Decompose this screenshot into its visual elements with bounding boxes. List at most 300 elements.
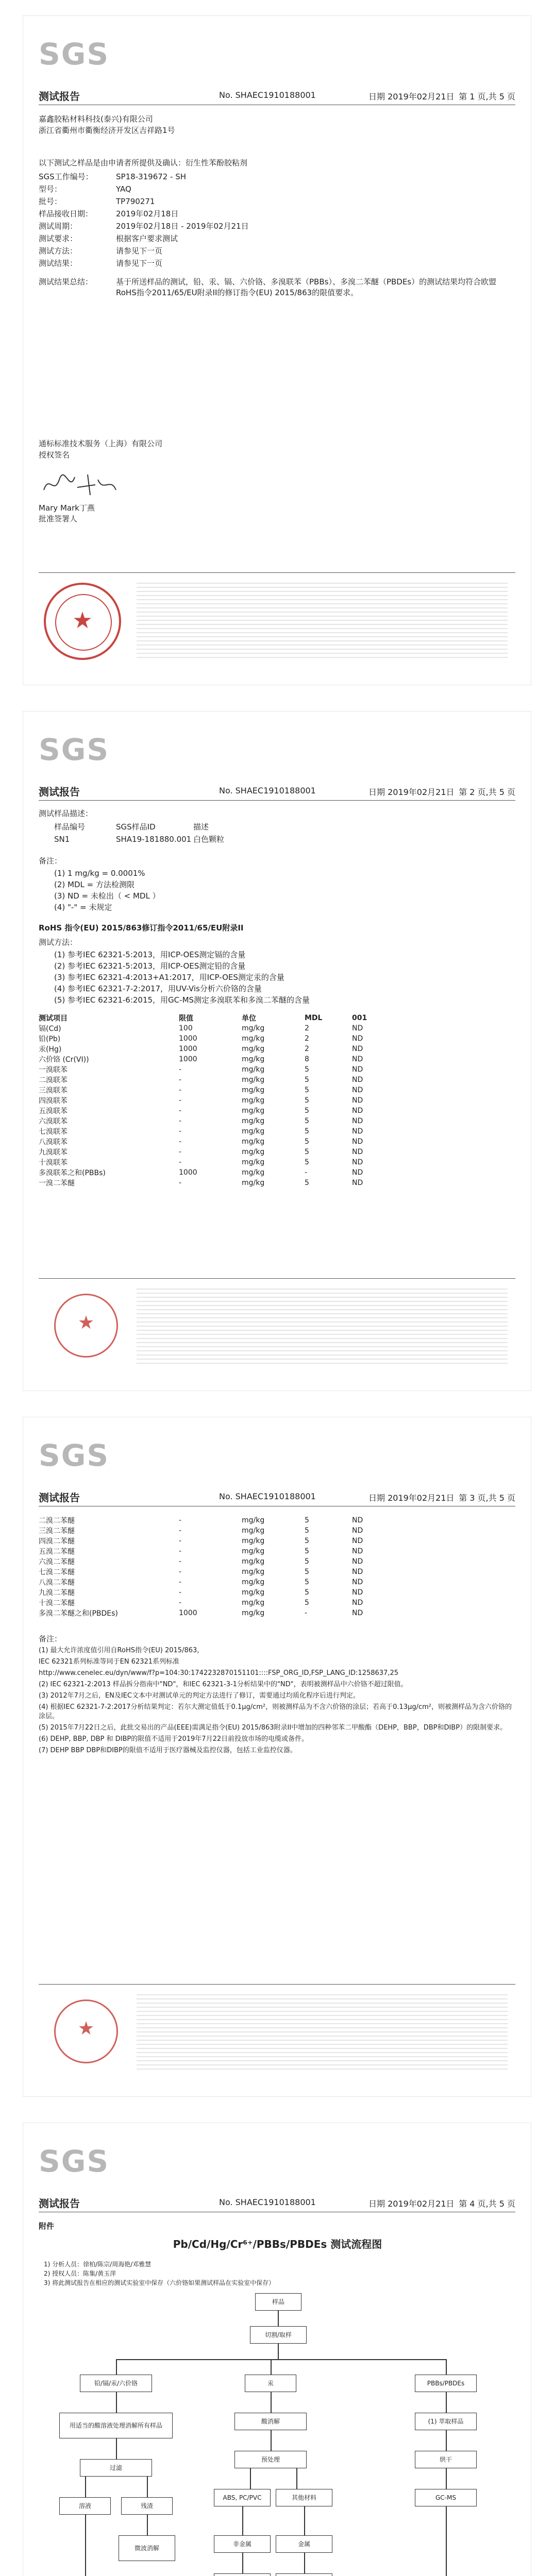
note-item: (6) DEHP, BBP, DBP 和 DIBP的限值不适用于2019年7月22日前投放市场的电缆或备件。 [39, 1735, 309, 1743]
table-cell: 三溴联苯 [39, 1087, 68, 1095]
report-header [39, 2195, 515, 2210]
rohs-title: RoHS 指令(EU) 2015/863修订指令2011/65/EU附录II [39, 923, 244, 933]
flow-connector [304, 2553, 305, 2573]
table-cell: - [179, 1127, 182, 1136]
table-row [36, 1085, 396, 1095]
footer-divider [39, 1984, 515, 1985]
table-cell: - [179, 1537, 182, 1545]
field-label: 型号： [39, 184, 62, 194]
table-cell: mg/kg [242, 1547, 265, 1555]
table-cell: ND [352, 1168, 363, 1177]
table-cell: ND [352, 1599, 363, 1607]
table-cell: - [179, 1527, 182, 1535]
table-row [36, 1075, 396, 1085]
table-cell: 多溴联苯之和(PBBs) [39, 1169, 106, 1177]
table-cell: 5 [305, 1179, 309, 1187]
col-header: 限值 [179, 1014, 193, 1023]
table-cell: 一溴联苯 [39, 1066, 68, 1074]
sample-table-head-1: 样品编号 [54, 822, 86, 832]
page-number: 第 2 页,共 5 页 [459, 787, 515, 797]
table-cell: 多溴二苯醚之和(PBDEs) [39, 1609, 118, 1618]
table-cell: - [179, 1117, 182, 1125]
flow-node-acid: 酸消解 [234, 2413, 307, 2430]
table-cell: - [179, 1547, 182, 1555]
table-cell: ND [352, 1537, 363, 1545]
table-cell: 5 [305, 1065, 309, 1074]
flow-note: 3) 将此测试报告在相应的测试实验室中保存（六价铬如果测试样品在实验室中保存） [44, 2279, 275, 2286]
table-cell: ND [352, 1055, 363, 1063]
col-header: MDL [305, 1014, 323, 1022]
table-cell: 2 [305, 1045, 309, 1053]
table-cell: - [305, 1168, 308, 1177]
table-cell: ND [352, 1127, 363, 1136]
note-item: (4) "-" = 未规定 [54, 903, 112, 912]
table-cell: 八溴二苯醚 [39, 1579, 75, 1587]
field-value: YAQ [116, 184, 131, 194]
flow-node-residue: 残渣 [121, 2497, 173, 2515]
table-cell: mg/kg [242, 1599, 265, 1607]
table-cell: mg/kg [242, 1179, 265, 1187]
flow-note: 1) 分析人员：徐柏/陈宗/周海艳/邓雅慧 [44, 2261, 152, 2268]
table-row [36, 1064, 396, 1075]
flow-connector [446, 2430, 447, 2451]
table-cell: ND [352, 1107, 363, 1115]
flow-connector [147, 2477, 148, 2497]
flow-connector [242, 2506, 243, 2535]
field-value: 根据客户要求测试 [116, 234, 178, 243]
field-value: TP790271 [116, 197, 155, 206]
results-table-continued [36, 1515, 396, 1618]
footer-terms [137, 583, 508, 660]
note-item: (7) DEHP BBP DBP和DIBP的限值不适用于医疗器械及监控仪器，包括工业监控仪器。 [39, 1747, 297, 1754]
report-number: No. SHAEC1910188001 [219, 1492, 316, 1501]
table-cell: mg/kg [242, 1024, 265, 1032]
method-item: (2) 参考IEC 62321-5:2013，用ICP-OES测定铅的含量 [54, 961, 246, 971]
flow-node-other: 其他材料 [276, 2489, 332, 2506]
table-cell: 5 [305, 1107, 309, 1115]
table-cell: 2 [305, 1035, 309, 1043]
table-cell: - [179, 1065, 182, 1074]
report-page-3 [23, 1417, 531, 2097]
company-seal: ★ [54, 1999, 118, 2063]
table-cell: ND [352, 1557, 363, 1566]
table-cell: ND [352, 1568, 363, 1576]
table-cell: 5 [305, 1557, 309, 1566]
table-cell: mg/kg [242, 1609, 265, 1617]
field-label: 样品接收日期： [39, 209, 93, 218]
field-value: 请参见下一页 [116, 246, 163, 256]
col-header: 001 [352, 1014, 367, 1022]
client-name: 嘉鑫胶粘材料科技(泰兴)有限公司 [39, 114, 153, 124]
signatory-company: 通标标准技术服务（上海）有限公司 [39, 439, 163, 448]
report-title: 测试报告 [39, 90, 80, 103]
flow-connector [250, 2468, 251, 2489]
flow-chart-title: Pb/Cd/Hg/Cr⁶⁺/PBBs/PBDEs 测试流程图 [173, 2238, 382, 2250]
field-label: SGS工作编号： [39, 172, 93, 181]
report-page-4 [23, 2123, 531, 2576]
flow-node-non-metal: 非金属 [214, 2535, 271, 2553]
page-number: 第 3 页,共 5 页 [459, 1493, 515, 1503]
table-cell: - [179, 1179, 182, 1187]
table-cell: ND [352, 1086, 363, 1094]
table-cell: ND [352, 1045, 363, 1053]
field-value: 2019年02月18日 [116, 209, 179, 218]
signature-title: 批准签署人 [39, 514, 78, 523]
table-cell: 九溴二苯醚 [39, 1589, 75, 1597]
table-row [36, 1157, 396, 1167]
page-number: 第 4 页,共 5 页 [459, 2199, 515, 2209]
header-divider [39, 800, 515, 801]
table-cell: 100 [179, 1024, 193, 1032]
col-header: 单位 [242, 1014, 256, 1023]
table-cell: 8 [305, 1055, 309, 1063]
flow-node-abs: ABS, PC/PVC [214, 2489, 271, 2506]
attachment-label: 附件 [39, 2222, 55, 2231]
note-item: http://www.cenelec.eu/dyn/www/f?p=104:30:1742232870151101::::FSP_ORG_ID,FSP_LANG_ID:1258637,25 [39, 1669, 399, 1677]
table-cell: mg/kg [242, 1516, 265, 1524]
table-row [36, 1515, 396, 1526]
table-cell: mg/kg [242, 1537, 265, 1545]
method-item: (1) 参考IEC 62321-5:2013，用ICP-OES测定镉的含量 [54, 950, 246, 959]
flow-connector [116, 2438, 117, 2459]
table-row [36, 1095, 396, 1106]
flow-connector [446, 2359, 447, 2375]
flow-connector [85, 2477, 86, 2497]
table-cell: 二溴二苯醚 [39, 1517, 75, 1525]
table-cell: mg/kg [242, 1086, 265, 1094]
table-cell: - [179, 1516, 182, 1524]
table-cell: ND [352, 1148, 363, 1156]
page-number: 第 1 页,共 5 页 [459, 92, 515, 101]
footer-terms [137, 1994, 508, 2072]
table-cell: 5 [305, 1599, 309, 1607]
table-cell: 1000 [179, 1035, 197, 1043]
table-row [36, 1546, 396, 1556]
table-cell: 镉(Cd) [39, 1025, 61, 1033]
table-cell: 5 [305, 1516, 309, 1524]
field-label: 测试要求： [39, 234, 78, 243]
table-cell: - [179, 1568, 182, 1576]
table-cell: ND [352, 1096, 363, 1105]
table-row [36, 1178, 396, 1188]
note-item: (1) 最大允许浓度值引用自RoHS指令(EU) 2015/863， [39, 1647, 204, 1654]
table-cell: ND [352, 1158, 363, 1166]
flow-node-pbb-pbde: PBBs/PBDEs [415, 2375, 477, 2392]
report-page-2 [23, 711, 531, 1391]
report-date: 日期 2019年02月21日 [368, 2199, 455, 2209]
table-cell: mg/kg [242, 1148, 265, 1156]
col-header: 测试项目 [39, 1014, 68, 1023]
table-cell: 1000 [179, 1168, 197, 1177]
table-cell: mg/kg [242, 1127, 265, 1136]
note-item: (1) 1 mg/kg = 0.0001% [54, 869, 145, 878]
table-cell: mg/kg [242, 1096, 265, 1105]
table-cell: 1000 [179, 1045, 197, 1053]
table-cell: mg/kg [242, 1065, 265, 1074]
intro-text: 以下测试之样品是由申请者所提供及确认：衍生性苯酚胶粘剂 [39, 158, 248, 167]
field-label: 测试结果： [39, 259, 78, 268]
table-cell: ND [352, 1179, 363, 1187]
flow-connector [147, 2515, 148, 2535]
table-cell: mg/kg [242, 1158, 265, 1166]
notes-label: 备注： [39, 1634, 62, 1643]
table-row [36, 1587, 396, 1598]
table-cell: - [179, 1148, 182, 1156]
table-cell: ND [352, 1588, 363, 1597]
table-cell: 九溴联苯 [39, 1148, 68, 1157]
table-cell: - [179, 1076, 182, 1084]
note-item: (2) MDL = 方法检测限 [54, 880, 135, 889]
note-item: (3) ND = 未检出（ < MDL ） [54, 891, 160, 901]
table-cell: mg/kg [242, 1076, 265, 1084]
table-cell: 2 [305, 1024, 309, 1032]
sample-table-head-3: 描述 [193, 822, 209, 832]
table-cell: ND [352, 1516, 363, 1524]
method-item: (4) 参考IEC 62321-7-2:2017，用UV-Vis分析六价铬的含量 [54, 984, 262, 993]
footer-terms [137, 1289, 508, 1366]
flow-node-boil [276, 2573, 332, 2576]
footer-divider [39, 572, 515, 573]
table-cell: mg/kg [242, 1578, 265, 1586]
sample-desc-label: 测试样品描述： [39, 809, 93, 818]
flow-node-digest-b: 微波消解 [119, 2535, 175, 2561]
table-cell: 七溴联苯 [39, 1128, 68, 1136]
table-cell: 5 [305, 1568, 309, 1576]
table-cell: 二溴联苯 [39, 1076, 68, 1084]
table-cell: 四溴二苯醚 [39, 1537, 75, 1546]
table-cell: 5 [305, 1547, 309, 1555]
table-cell: - [305, 1609, 308, 1617]
table-cell: 5 [305, 1076, 309, 1084]
table-cell: 汞(Hg) [39, 1045, 62, 1054]
conclusion-text: 基于所送样品的测试，铅、汞、镉、六价铬、多溴联苯（PBBs）、多溴二苯醚（PBDEs）的测试结果均符合欧盟RoHS指令2011/65/EU附录II的修订指令(EU) 2015/863的限值要求。 [116, 277, 497, 297]
flow-connector [296, 2468, 297, 2489]
table-cell: 1000 [179, 1055, 197, 1063]
table-row [36, 1526, 396, 1536]
table-row [36, 1106, 396, 1116]
table-cell: - [179, 1086, 182, 1094]
table-cell: 五溴联苯 [39, 1107, 68, 1115]
table-cell: - [179, 1096, 182, 1105]
table-cell: 六溴二苯醚 [39, 1558, 75, 1566]
flow-connector [278, 2344, 279, 2359]
table-row [36, 1137, 396, 1147]
table-cell: 八溴联苯 [39, 1138, 68, 1146]
report-page-1 [23, 15, 531, 685]
table-cell: ND [352, 1609, 363, 1617]
table-cell: mg/kg [242, 1107, 265, 1115]
table-header-row [36, 1013, 396, 1023]
table-cell: - [179, 1557, 182, 1566]
table-cell: - [179, 1107, 182, 1115]
flow-connector [116, 2359, 117, 2375]
flow-connector [278, 2311, 279, 2326]
table-row [36, 1577, 396, 1587]
table-cell: ND [352, 1024, 363, 1032]
table-cell: 5 [305, 1158, 309, 1166]
table-cell: 六价铬 (Cr(VI)) [39, 1056, 89, 1064]
table-cell: 十溴二苯醚 [39, 1599, 75, 1607]
table-cell: 5 [305, 1127, 309, 1136]
flow-connector [446, 2392, 447, 2413]
table-cell: 5 [305, 1527, 309, 1535]
field-label: 测试方法： [39, 246, 78, 256]
note-item: (5) 2015年7月22日之后，此批交易出的产品(EEE)需满足指令(EU) 2015/863附录II中增加的四种邻苯二甲酸酯（DEHP，BBP，DBP和DIBP）的限制要求。 [39, 1724, 507, 1732]
table-cell: 十溴联苯 [39, 1159, 68, 1167]
table-cell: ND [352, 1527, 363, 1535]
field-label: 批号： [39, 197, 62, 206]
flow-node-sample: 样品 [255, 2293, 301, 2311]
table-cell: mg/kg [242, 1045, 265, 1053]
table-row [36, 1126, 396, 1137]
flow-node-extract: 烘干 [415, 2451, 477, 2468]
signatory-note: 授权签名 [39, 450, 70, 460]
table-cell: mg/kg [242, 1035, 265, 1043]
table-cell: 六溴联苯 [39, 1117, 68, 1126]
table-cell: - [179, 1138, 182, 1146]
report-number: No. SHAEC1910188001 [219, 2197, 316, 2207]
method-item: (5) 参考IEC 62321-6:2015，用GC-MS测定多溴联苯和多溴二苯醚的含量 [54, 995, 310, 1005]
flow-node-metal: 金属 [276, 2535, 332, 2553]
flow-node-filter: 过滤 [80, 2459, 152, 2477]
report-date: 日期 2019年02月21日 [368, 787, 455, 797]
flow-connector [242, 2553, 243, 2573]
flow-connector [271, 2430, 272, 2451]
table-cell: ND [352, 1076, 363, 1084]
table-row [36, 1167, 396, 1178]
flow-node-digest: 用适当的酸溶液处理消解所有样品 [59, 2413, 173, 2438]
table-cell: ND [352, 1578, 363, 1586]
report-title: 测试报告 [39, 1492, 80, 1504]
table-row [36, 1116, 396, 1126]
notes-list [39, 1646, 513, 1757]
sample-table-head-2: SGS样品ID [116, 822, 156, 832]
table-cell: 5 [305, 1138, 309, 1146]
field-value: SP18-319672 - SH [116, 172, 187, 181]
table-cell: mg/kg [242, 1055, 265, 1063]
table-cell: 三溴二苯醚 [39, 1527, 75, 1535]
sgs-sample-id: SHA19-181880.001 [116, 835, 192, 844]
report-number: No. SHAEC1910188001 [219, 786, 316, 795]
flow-connector [271, 2392, 272, 2413]
flow-connector [271, 2359, 272, 2375]
table-row [36, 1044, 396, 1054]
table-cell: ND [352, 1065, 363, 1074]
table-row [36, 1023, 396, 1033]
flow-chart [23, 2293, 532, 2576]
table-cell: - [179, 1588, 182, 1597]
report-date: 日期 2019年02月21日 [368, 92, 455, 101]
table-row [36, 1054, 396, 1064]
flow-node-cut: 切割/取样 [250, 2326, 307, 2344]
company-seal: ★ [54, 1294, 118, 1358]
table-cell: 5 [305, 1096, 309, 1105]
table-cell: mg/kg [242, 1557, 265, 1566]
flow-connector [116, 2392, 117, 2413]
table-cell: ND [352, 1117, 363, 1125]
flow-node-pb-cd: 铅/镉/汞/六价铬 [80, 2375, 152, 2392]
table-cell: - [179, 1599, 182, 1607]
report-title: 测试报告 [39, 2197, 80, 2210]
report-number: No. SHAEC1910188001 [219, 90, 316, 100]
sgs-logo: SGS [39, 2144, 110, 2179]
table-cell: mg/kg [242, 1117, 265, 1125]
table-cell: 5 [305, 1086, 309, 1094]
table-row [36, 1033, 396, 1044]
company-seal: ★ [44, 583, 121, 660]
table-row [36, 1608, 396, 1618]
table-cell: ND [352, 1035, 363, 1043]
methods-label: 测试方法： [39, 938, 78, 947]
table-cell: mg/kg [242, 1568, 265, 1576]
method-item: (3) 参考IEC 62321-4:2013+A1:2017，用ICP-OES测定汞的含量 [54, 973, 284, 982]
table-cell: 5 [305, 1588, 309, 1597]
table-cell: mg/kg [242, 1527, 265, 1535]
table-row [36, 1556, 396, 1567]
notes-label: 备注： [39, 856, 62, 866]
footer-divider [39, 1278, 515, 1279]
flow-node-hg: 汞 [245, 2375, 296, 2392]
table-cell: mg/kg [242, 1588, 265, 1597]
results-table [36, 1013, 396, 1188]
table-cell: 5 [305, 1578, 309, 1586]
flow-node-solution: 溶液 [59, 2497, 111, 2515]
report-date: 日期 2019年02月21日 [368, 1493, 455, 1503]
note-item: (2) IEC 62321-2:2013 样品拆分指南中"ND"，和IEC 62321-3-1分析结果中的"ND"，表明被测样品中六价铬不超过限值。 [39, 1681, 408, 1688]
sgs-logo: SGS [39, 37, 110, 72]
sample-description: 白色颗粒 [193, 835, 225, 844]
signature-image [39, 469, 121, 500]
field-label: 测试周期： [39, 222, 78, 231]
table-cell: 5 [305, 1537, 309, 1545]
table-cell: 五溴二苯醚 [39, 1548, 75, 1556]
table-row [36, 1567, 396, 1577]
flow-note: 2) 授权人员：陈集/黄玉萍 [44, 2270, 116, 2277]
note-item: (4) 根据IEC 62321-7-2:2017分析结果判定：若尔大测定值低于0.1μg/cm²，则被测样品为不含六价铬的涂层；若高于0.13μg/cm²，则被测样品为含六价铬的涂层。 [39, 1703, 512, 1720]
flow-node-react [214, 2573, 271, 2576]
table-row [36, 1536, 396, 1546]
flow-connector [85, 2515, 86, 2576]
table-cell: ND [352, 1547, 363, 1555]
table-cell: 七溴二苯醚 [39, 1568, 75, 1577]
sgs-logo: SGS [39, 732, 110, 767]
report-header [39, 88, 515, 103]
table-cell: 5 [305, 1148, 309, 1156]
table-cell: - [179, 1578, 182, 1586]
note-item: (3) 2012年7月之后，EN及IEC文本中对测试单元的判定方法进行了修订，需要通过均质化程序后进行判定。 [39, 1692, 360, 1700]
table-cell: ND [352, 1138, 363, 1146]
flow-node-gcms: GC-MS [415, 2489, 477, 2506]
flow-node-extract-a: (1) 萃取样品 [415, 2413, 477, 2430]
report-title: 测试报告 [39, 786, 80, 798]
table-cell: mg/kg [242, 1168, 265, 1177]
flow-connector [304, 2506, 305, 2535]
table-cell: - [179, 1158, 182, 1166]
field-value: 2019年02月18日 - 2019年02月21日 [116, 222, 249, 231]
table-row [36, 1598, 396, 1608]
report-header [39, 784, 515, 798]
table-cell: 一溴二苯醚 [39, 1179, 75, 1188]
flow-connector [446, 2506, 447, 2576]
signature-name: Mary Mark丁燕 [39, 503, 95, 513]
table-cell: mg/kg [242, 1138, 265, 1146]
table-cell: 1000 [179, 1609, 197, 1617]
table-cell: 铅(Pb) [39, 1035, 61, 1043]
note-item: IEC 62321系列标准等同于EN 62321系列标准 [39, 1658, 180, 1666]
report-header [39, 1489, 515, 1504]
flow-connector [446, 2468, 447, 2489]
table-row [36, 1147, 396, 1157]
